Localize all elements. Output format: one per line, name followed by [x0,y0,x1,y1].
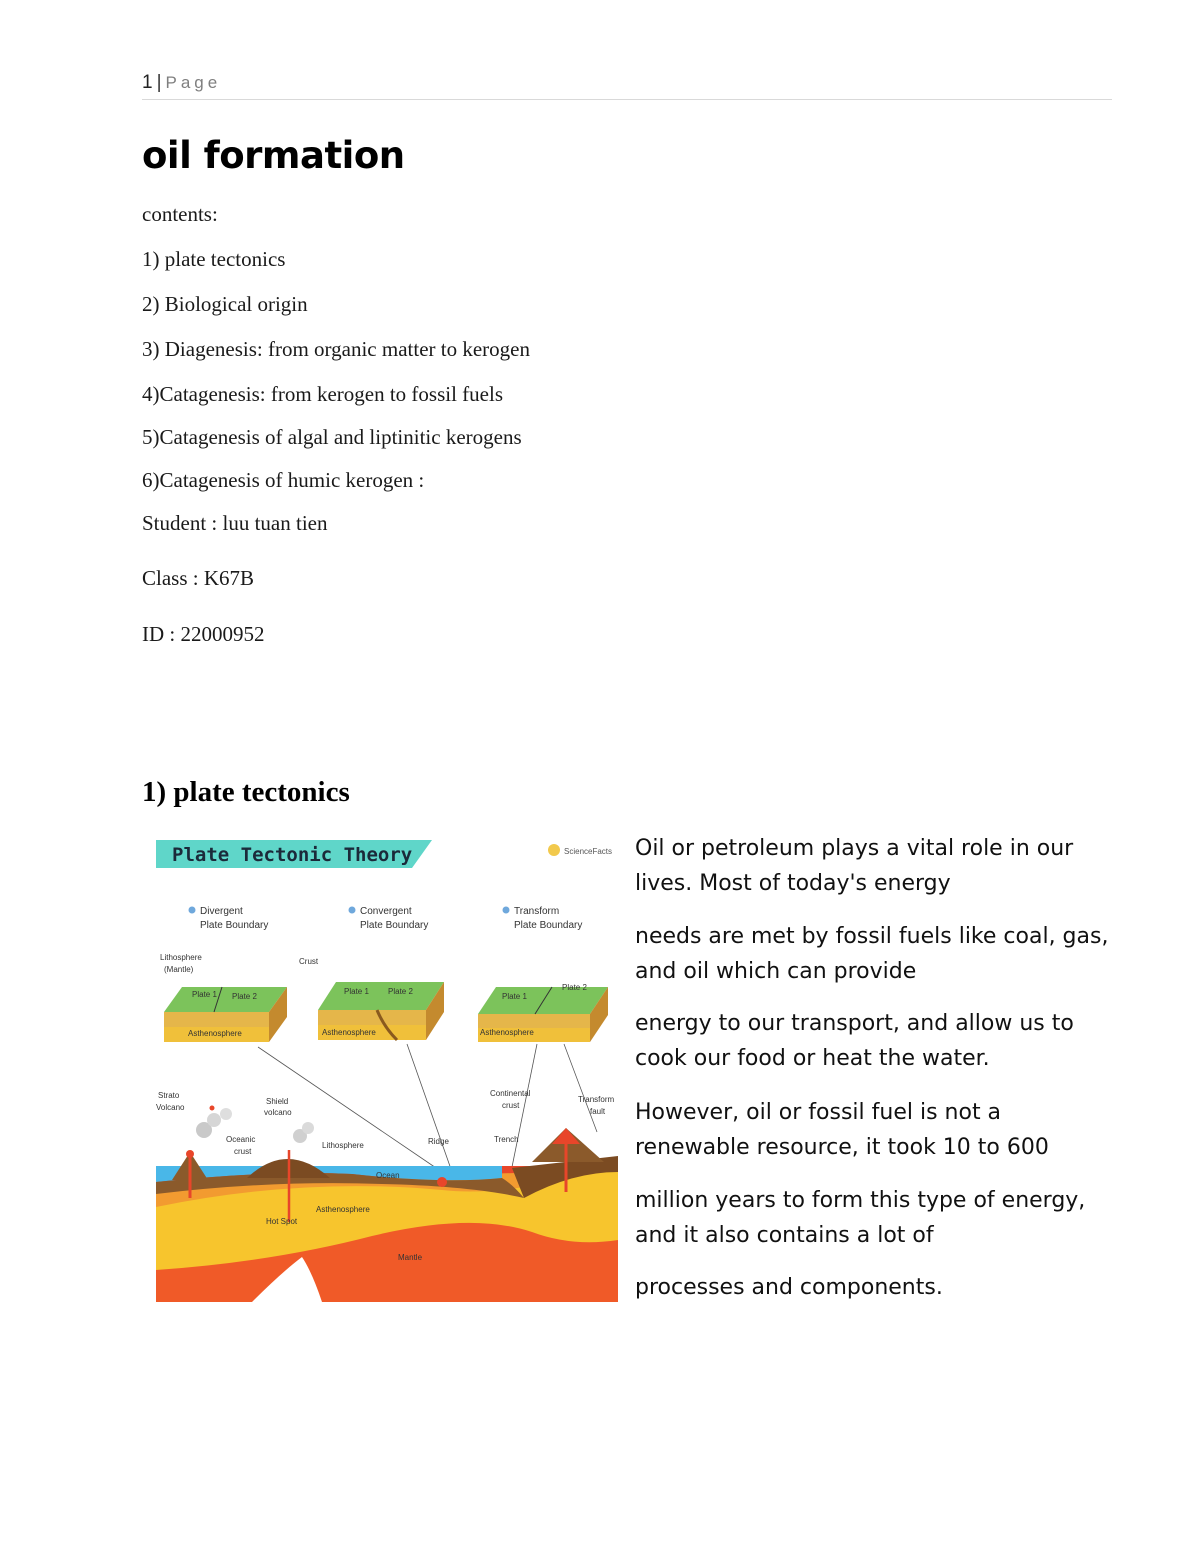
figure-label: Strato [158,1091,180,1100]
page-label: Page [165,73,222,92]
figure-label: volcano [264,1108,292,1117]
figure-label: Asthenosphere [322,1028,376,1037]
figure-label: crust [502,1101,520,1110]
boundary-label: Divergent [200,906,243,917]
figure-label: Asthenosphere [316,1205,370,1214]
boundary-number-icon [349,907,356,914]
body-paragraph: Oil or petroleum plays a vital role in our lives. Most of today's energy [635,836,1074,896]
boundary-label: Plate Boundary [200,920,269,931]
figure-label: Plate 2 [388,987,413,996]
contents-item: 5)Catagenesis of algal and liptinitic kerogens [142,425,522,449]
figure-label: Transform [578,1095,615,1104]
figure-label: Plate 1 [502,992,527,1001]
contents-heading: contents: [142,202,218,226]
body-paragraph: energy to our transport, and allow us to cook our food or heat the water. [635,1011,1074,1071]
figure-label: Plate 2 [232,992,257,1001]
student-id: ID : 22000952 [142,622,265,646]
figure-label: (Mantle) [164,965,194,974]
figure-label: fault [590,1107,606,1116]
boundary-label: Plate Boundary [360,920,429,931]
figure-label: Ridge [428,1137,449,1146]
body-paragraph: However, oil or fossil fuel is not a renewable resource, it took 10 to 600 [635,1100,1049,1160]
contents-item: 3) Diagenesis: from organic matter to kerogen [142,337,530,361]
page-number: 1 [142,72,153,93]
figure-label: Crust [299,957,319,966]
student-name: Student : luu tuan tien [142,511,328,535]
figure-label: Plate 1 [344,987,369,996]
boundary-label: Plate Boundary [514,920,583,931]
section-heading-plate-tectonics: 1) plate tectonics [142,776,350,808]
figure-label: Lithosphere [322,1141,364,1150]
figure-label: Plate 2 [562,983,587,992]
contents-item: 6)Catagenesis of humic kerogen : [142,468,425,492]
figure-brand: ScienceFacts [564,847,613,856]
boundary-number-icon [189,907,196,914]
figure-label: Continental [490,1089,531,1098]
figure-label: Asthenosphere [480,1028,534,1037]
brand-logo-icon [548,844,560,856]
body-paragraph: processes and components. [635,1275,943,1300]
boundary-label: Convergent [360,906,412,917]
figure-label: Oceanic [226,1135,256,1144]
document-title: oil formation [142,134,405,177]
student-class: Class : K67B [142,566,255,590]
plate-tectonic-diagram [152,832,620,1302]
figure-label: Shield [266,1097,289,1106]
contents-item: 2) Biological origin [142,292,308,316]
plate-tectonic-figure [152,832,620,1302]
figure-title: Plate Tectonic Theory [172,844,413,866]
figure-label: Plate 1 [192,990,217,999]
page-header [142,72,1112,100]
figure-label: Hot Spot [266,1217,298,1226]
boundary-label: Transform [514,906,560,917]
body-paragraph: needs are met by fossil fuels like coal, gas, and oil which can provide [635,924,1109,984]
figure-label: Asthenosphere [188,1029,242,1038]
figure-label: Ocean [376,1171,400,1180]
header-separator: | [156,72,162,93]
contents-item: 4)Catagenesis: from kerogen to fossil fuels [142,382,503,406]
figure-label: Volcano [156,1103,185,1112]
figure-label: crust [234,1147,252,1156]
contents-item: 1) plate tectonics [142,247,286,271]
figure-label: Trench [494,1135,519,1144]
figure-label: Lithosphere [160,953,202,962]
body-paragraph: million years to form this type of energy, and it also contains a lot of [635,1188,1086,1248]
figure-label: Mantle [398,1253,423,1262]
boundary-number-icon [503,907,510,914]
